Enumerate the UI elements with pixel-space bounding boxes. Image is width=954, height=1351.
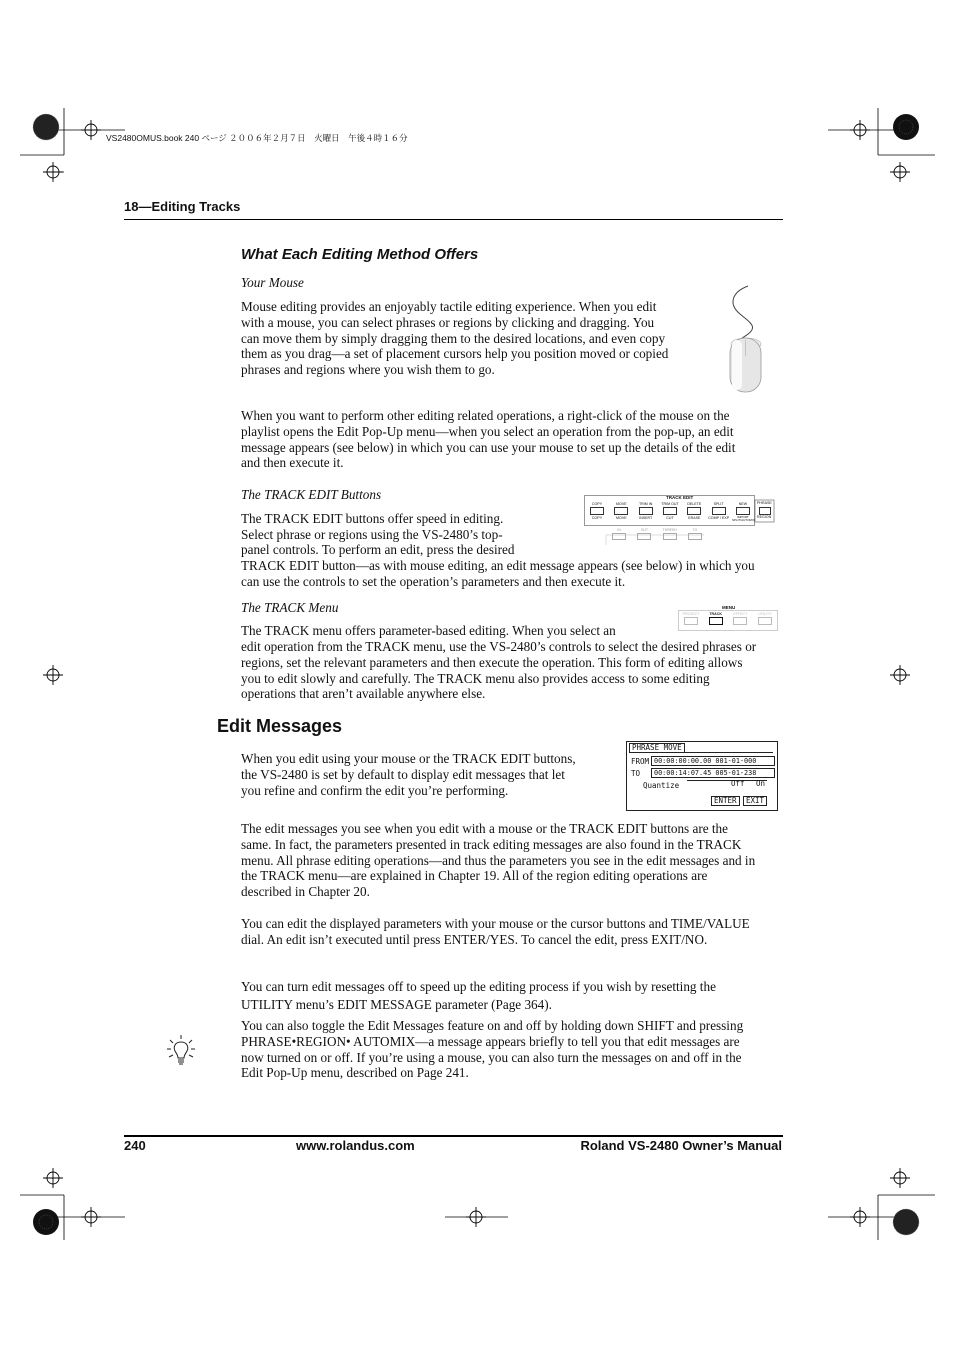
menu-project-button[interactable] <box>684 617 698 625</box>
track-edit-move-button[interactable] <box>614 507 628 515</box>
track-edit-phrase-region-button[interactable] <box>759 507 771 515</box>
track-edit-col <box>586 502 608 524</box>
lcd-title-rule <box>629 752 773 753</box>
track-edit-lower-label: THRESH <box>662 528 677 532</box>
lcd-quantize-label: Quantize <box>643 781 680 790</box>
buttons-paragraph-line-3: panel controls. To perform an edit, press the desired <box>241 542 515 557</box>
subhead-track-edit-buttons: The TRACK EDIT Buttons <box>241 487 382 502</box>
edit-messages-paragraph-4: You can turn edit messages off to speed up the editing process if you wish by resetting the UTILITY menu’s EDIT MESSAGE parameter (Page 364). <box>241 979 716 1012</box>
page-number: 240 <box>124 1138 146 1153</box>
tip-paragraph: You can also toggle the Edit Messages feature on and off by holding down SHIFT and pressing PHRASE•REGION• AUTOMIX—a message appears briefly to tell you that edit messages are now turned on or off. If you’re using a mouse, you can also turn the messages on and off in the Edit Pop-Up menu, described on Page 241. <box>241 1018 744 1081</box>
lcd-exit-button[interactable]: EXIT <box>743 796 767 806</box>
track-edit-bottom-label: COMP / EXP <box>708 516 730 520</box>
subhead-your-mouse: Your Mouse <box>241 275 304 290</box>
buttons-paragraph-rest: TRACK EDIT button—as with mouse editing, an edit message appears (see below) in which you can use the controls to set the operation’s parameters and then execute it. <box>241 558 755 589</box>
track-edit-top-label: MOVE <box>616 502 627 506</box>
lightbulb-icon <box>165 1034 197 1068</box>
lcd-title: PHRASE MOVE <box>629 743 685 753</box>
track-edit-col <box>659 502 681 524</box>
section-title-editing-methods: What Each Editing Method Offers <box>241 246 479 263</box>
track-edit-col <box>683 502 705 524</box>
track-edit-lower-label: OUT <box>640 528 648 532</box>
menu-panel-col <box>729 612 751 626</box>
track-edit-top-label: TRIM OUT <box>661 502 679 506</box>
lcd-quantize-mode: On <box>755 779 765 788</box>
track-edit-trim-out-button[interactable] <box>663 507 677 515</box>
lcd-enter-button[interactable]: ENTER <box>711 796 740 806</box>
header-rule <box>124 219 783 220</box>
edit-messages-paragraph-3: You can edit the displayed parameters with your mouse or the cursor buttons and TIME/VALUE dial. An edit isn’t executed until press ENTER/YES. To cancel the edit, press EXIT/NO. <box>241 916 750 947</box>
track-edit-bottom-label: IMPORT SPLIT/AUTOMIX <box>731 515 755 523</box>
track-edit-delete-button[interactable] <box>687 507 701 515</box>
lcd-to-label: TO <box>631 769 641 778</box>
track-edit-lower-label: IN <box>617 528 621 532</box>
menu-label-utility: UTILITY <box>758 612 772 616</box>
lcd-to-field[interactable]: 00:00:14:07.45 005-01-238 <box>651 768 775 778</box>
lcd-from-label: FROM <box>631 757 650 766</box>
lcd-quantize-field[interactable] <box>687 779 767 788</box>
mouse-paragraph-2: When you want to perform other editing related operations, a right-click of the mouse on the playlist opens the Edit Pop-Up menu—when you select an operation from the pop-up, an edit message appears (see below) in which you can use your mouse to set up the details of the edit and then execute it. <box>241 408 736 471</box>
track-edit-to-button[interactable] <box>688 533 702 540</box>
menu-effect-button[interactable] <box>733 617 747 625</box>
track-edit-lower-col <box>659 528 681 541</box>
track-edit-bottom-label: INSERT <box>639 516 653 520</box>
subhead-track-menu: The TRACK Menu <box>241 600 339 615</box>
footer-manual-title: Roland VS-2480 Owner’s Manual <box>580 1138 782 1153</box>
track-edit-bottom-label: CUT <box>666 516 674 520</box>
track-edit-trim-in-button[interactable] <box>639 507 653 515</box>
lcd-from-field[interactable]: 00:00:00:00.00 001-01-000 <box>651 756 775 766</box>
track-edit-button-row <box>586 502 754 524</box>
footer-rule <box>124 1135 783 1137</box>
menu-panel-col <box>680 612 702 626</box>
buttons-paragraph-line-2: Select phrase or regions using the VS-2480’s top- <box>241 527 503 542</box>
mouse-paragraph-1: Mouse editing provides an enjoyably tactile editing experience. When you edit with a mouse, you can select phrases or regions by clicking and dragging. You can move them by simply dragging them to the desired locations, and even copy them as you drag—a set of placement cursors help you position moved or copied phrases and regions where you wish them to go. <box>241 299 669 378</box>
track-edit-bottom-label: COPY <box>591 516 603 520</box>
track-edit-in-button[interactable] <box>612 533 626 540</box>
footer-url[interactable]: www.rolandus.com <box>296 1138 415 1153</box>
menu-label-effect: EFFECT <box>733 612 748 616</box>
track-edit-panel <box>584 495 774 545</box>
track-edit-lower-col <box>608 528 630 541</box>
track-edit-top-label: SPLIT <box>713 502 724 506</box>
lcd-edit-message <box>626 741 778 811</box>
track-edit-thresh-button[interactable] <box>663 533 677 540</box>
track-edit-top-label: COPY <box>591 502 603 506</box>
mouse-illustration <box>722 282 770 400</box>
track-edit-out-button[interactable] <box>637 533 651 540</box>
buttons-paragraph-line-1: The TRACK EDIT buttons offer speed in editing. <box>241 511 504 526</box>
track-edit-top-label: DELETE <box>687 502 702 506</box>
track-edit-side-phrase: PHRASE <box>757 501 772 505</box>
track-edit-split-button[interactable] <box>712 507 726 515</box>
track-edit-lower-label: TO <box>692 528 698 532</box>
track-edit-col <box>732 502 754 524</box>
menu-label-project: PROJECT <box>682 612 700 616</box>
track-edit-top-label: TRIM IN <box>638 502 653 506</box>
menu-paragraph-line-1: The TRACK menu offers parameter-based editing. When you select an <box>241 623 616 638</box>
track-edit-title: TRACK EDIT <box>666 495 694 500</box>
track-edit-col <box>708 502 730 524</box>
track-edit-bottom-label: MOVE <box>616 516 627 520</box>
lcd-quantize-value: Off <box>731 779 745 788</box>
menu-panel <box>678 605 778 631</box>
track-edit-top-label: NEW <box>738 502 748 506</box>
menu-panel-col <box>754 612 776 626</box>
menu-track-button[interactable] <box>709 617 723 625</box>
track-edit-bottom-label: ERASE <box>688 516 701 520</box>
track-edit-lower-col <box>633 528 655 541</box>
track-edit-new-button[interactable] <box>736 507 750 515</box>
track-edit-col <box>635 502 657 524</box>
menu-panel-title: MENU <box>722 605 736 610</box>
running-header: 18—Editing Tracks <box>124 199 241 214</box>
print-header: VS2480OMUS.book 240 ページ ２００６年２月７日 火曜日 午後４時１６分 <box>106 133 408 143</box>
menu-paragraph-rest: edit operation from the TRACK menu, use the VS-2480’s controls to select the desired phrases or regions, set the relevant parameters and then execute the operation. This form of editing allows you to edit slowly and carefully. The TRACK menu also provides access to some editing operations that aren’t available anywhere else. <box>241 639 757 702</box>
track-edit-side-region: REGION <box>757 515 772 519</box>
edit-messages-paragraph-1: When you edit using your mouse or the TRACK EDIT buttons, the VS-2480 is set by default to display edit messages that let you refine and confirm the edit you’re performing. <box>241 751 576 798</box>
menu-panel-button-row <box>680 612 776 626</box>
edit-messages-paragraph-2: The edit messages you see when you edit with a mouse or the TRACK EDIT buttons are the same. In fact, the parameters presented in track editing messages are also found in the TRACK menu. All phrase editing operations—and thus the parameters you see in the edit messages and in the TRACK menu—are explained in Chapter 19. All of the region editing operations are described in Chapter 20. <box>241 821 756 900</box>
track-edit-lower-col <box>684 528 706 541</box>
track-edit-lower-row <box>608 528 706 541</box>
track-edit-col <box>610 502 632 524</box>
menu-label-track: TRACK <box>709 612 722 616</box>
section-title-edit-messages: Edit Messages <box>217 716 343 736</box>
menu-utility-button[interactable] <box>758 617 772 625</box>
track-edit-copy-button[interactable] <box>590 507 604 515</box>
menu-panel-col <box>705 612 727 626</box>
